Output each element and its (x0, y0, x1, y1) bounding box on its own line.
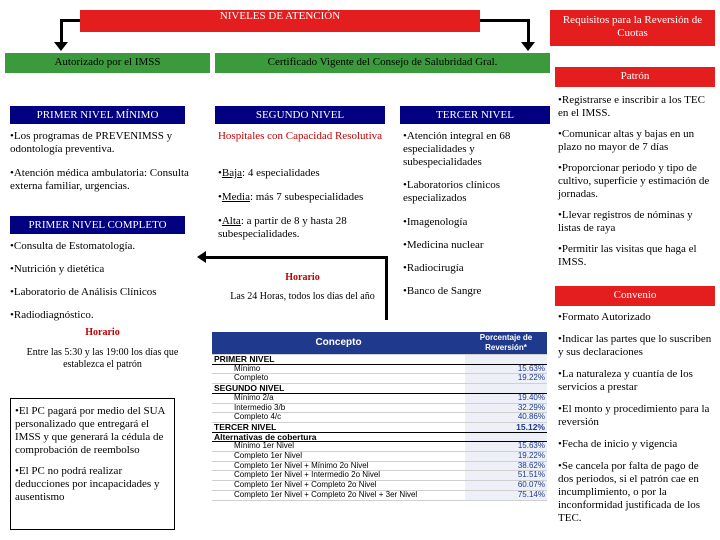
level-full-bar (10, 216, 185, 234)
row-label: Completo 1er Nivel + Mínimo 2o Nivel (212, 461, 465, 471)
row-label: Alternativas de cobertura (212, 432, 465, 442)
niveles-title-bar (80, 10, 480, 32)
list-item: • Radiocirugía (403, 262, 548, 275)
row-pct: 75.14% (465, 490, 547, 500)
table-row (212, 452, 547, 462)
list-item: • Los programas de PREVENIMSS y odontología preventiva. (10, 130, 195, 156)
header-pct: Porcentaje de Reversión* (465, 332, 547, 355)
list-item: • Se cancela por falta de pago de dos periodos, si el patrón cae en incumplimiento, o por la inconformidad justificada de los TEC. (558, 460, 715, 525)
col2-horario-title: Horario (285, 272, 320, 283)
mid-header: Certificado Vigente del Consejo de Salubridad Gral. (267, 56, 498, 68)
row-pct: 19.22% (465, 452, 547, 462)
item-text: : 4 especialidades (242, 167, 320, 179)
row-pct: 19.40% (465, 393, 547, 403)
table-row (212, 384, 547, 394)
row-label: TERCER NIVEL (212, 422, 465, 432)
row-label: PRIMER NIVEL (212, 355, 465, 365)
col1-full-list (10, 240, 195, 322)
list-item (218, 191, 398, 204)
col3-list (403, 130, 548, 298)
level-second-bar (215, 106, 385, 124)
level-min-label: PRIMER NIVEL MÍNIMO (36, 109, 159, 121)
row-label: Completo 1er Nivel (212, 452, 465, 462)
list-item: • El monto y procedimiento para la reversión (558, 403, 715, 429)
col2-horario-text: Las 24 Horas, todos los días del año (230, 291, 375, 302)
mid-header-bar (215, 53, 550, 73)
col2-subtitle: Hospitales con Capacidad Resolutiva (217, 130, 383, 142)
col1-horario-text: Entre las 5:30 y las 19:00 los días que establezca el patrón (26, 347, 179, 370)
table-row (212, 393, 547, 403)
list-item: • Fecha de inicio y vigencia (558, 438, 715, 451)
item-text: : a partir de 8 y hasta 28 subespecialidades. (218, 215, 347, 240)
list-item (218, 215, 398, 241)
list-item: • Laboratorio de Análisis Clínicos (10, 286, 195, 299)
table-row (212, 481, 547, 491)
row-pct: 15.63% (465, 364, 547, 374)
row-pct: 40.86% (465, 413, 547, 423)
list-item: • Medicina nuclear (403, 239, 548, 252)
list-item: • Consulta de Estomatología. (10, 240, 195, 253)
convenio-title: Convenio (613, 289, 657, 301)
requirements-title: Requisitos para la Reversión de Cuotas (562, 14, 703, 39)
level-min-bar (10, 106, 185, 124)
list-item: • Radiodiagnóstico. (10, 309, 195, 322)
patron-title: Patrón (620, 70, 650, 82)
connector-left-v (60, 19, 63, 43)
row-label: SEGUNDO NIVEL (212, 384, 465, 394)
row-label: Completo 1er Nivel + Completo 2o Nivel + 3er Nivel (212, 490, 465, 500)
row-pct (465, 384, 547, 394)
list-item: • Indicar las partes que lo suscriben y sus declaraciones (558, 333, 715, 359)
convenio-title-bar (555, 286, 715, 306)
connector-left-h (62, 19, 80, 22)
patron-list (558, 94, 715, 269)
list-item: • Laboratorios clínicos especializados (403, 179, 548, 205)
col2-list (218, 167, 398, 241)
patron-title-bar (555, 67, 715, 87)
list-item: • Nutrición y dietética (10, 263, 195, 276)
table-row (212, 422, 547, 432)
level-full-label: PRIMER NIVEL COMPLETO (28, 219, 167, 231)
list-item: • El PC no podrá realizar deducciones por incapacidades y ausentismo (15, 465, 170, 504)
list-item: • Formato Autorizado (558, 311, 715, 324)
row-label: Mínimo 1er Nivel (212, 442, 465, 452)
row-label: Completo 1er Nivel + Completo 2o Nivel (212, 481, 465, 491)
sua-box (10, 398, 175, 530)
col1-horario-title: Horario (85, 327, 120, 338)
list-item: • Atención integral en 68 especialidades y subespecialidades (403, 130, 548, 169)
reversion-table (212, 332, 547, 535)
connector-right-v (527, 19, 530, 43)
list-item: • Permitir las visitas que haga el IMSS. (558, 243, 715, 269)
list-item: • Llevar registros de nóminas y listas de raya (558, 209, 715, 235)
row-pct: 51.51% (465, 471, 547, 481)
row-pct: 32.29% (465, 403, 547, 413)
level-third-label: TERCER NIVEL (436, 109, 514, 121)
header-concept: Concepto (212, 332, 465, 355)
convenio-list (558, 311, 715, 525)
arrow-down-icon (54, 42, 68, 51)
list-item: • La naturaleza y cuantía de los servicios a prestar (558, 368, 715, 394)
table-header-row (212, 332, 547, 355)
table-body (212, 355, 547, 501)
row-pct: 60.07% (465, 481, 547, 491)
table-row (212, 355, 547, 365)
reversion-table-grid (212, 332, 547, 501)
item-key: Media (221, 191, 250, 203)
list-item (218, 167, 398, 180)
col1-min-list (10, 130, 195, 193)
row-pct: 15.12% (465, 422, 547, 432)
arrow-down-icon (521, 42, 535, 51)
arrow-v-line (385, 256, 388, 320)
row-label: Intermedio 3/b (212, 403, 465, 413)
list-item: • Imagenología (403, 216, 548, 229)
requirements-title-bar (550, 10, 715, 46)
list-item: • Banco de Sangre (403, 285, 548, 298)
level-second-label: SEGUNDO NIVEL (255, 109, 345, 121)
list-item: • El PC pagará por medio del SUA personalizado que entregará el IMSS y que generará la cédula de comprobación de reembolso (15, 405, 170, 457)
table-row (212, 490, 547, 500)
item-text: : más 7 subespecialidades (249, 191, 364, 203)
left-header-bar (5, 53, 210, 73)
row-label: Completo (212, 374, 465, 384)
list-item: • Comunicar altas y bajas en un plazo no mayor de 7 días (558, 128, 715, 154)
level-third-bar (400, 106, 550, 124)
row-label: Completo 4/c (212, 413, 465, 423)
item-key: Alta (221, 215, 241, 227)
list-item: • Proporcionar periodo y tipo de cultivo, superficie y estimación de jornadas. (558, 162, 715, 201)
niveles-title: NIVELES DE ATENCIÓN (219, 10, 341, 22)
connector-right-h (480, 19, 530, 22)
row-label: Mínimo (212, 364, 465, 374)
row-label: Completo 1er Nivel + Intermedio 2o Nivel (212, 471, 465, 481)
row-pct: 19.22% (465, 374, 547, 384)
arrow-left-icon (197, 251, 206, 263)
list-item: • Registrarse e inscribir a los TEC en el IMSS. (558, 94, 715, 120)
row-pct: 38.62% (465, 461, 547, 471)
arrow-h-line (206, 256, 387, 259)
row-pct (465, 355, 547, 365)
row-pct: 15.63% (465, 442, 547, 452)
left-header: Autorizado por el IMSS (54, 56, 161, 68)
item-key: Baja (221, 167, 243, 179)
row-label: Mínimo 2/a (212, 393, 465, 403)
list-item: • Atención médica ambulatoria: Consulta externa familiar, urgencias. (10, 167, 195, 193)
table-row (212, 413, 547, 423)
